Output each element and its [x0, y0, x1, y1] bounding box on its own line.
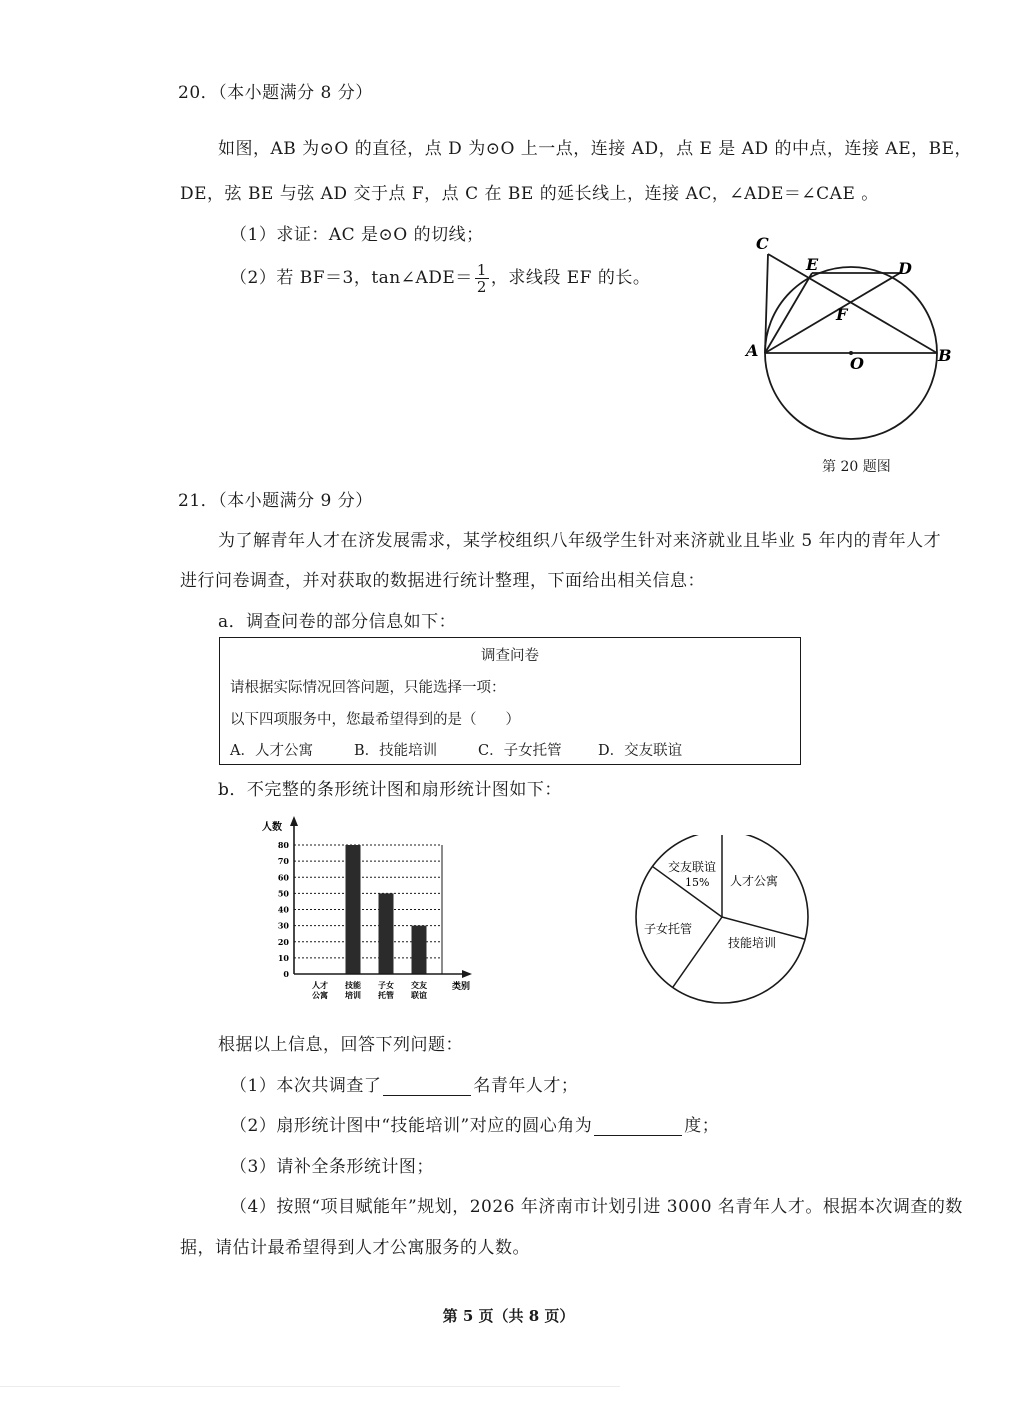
x-tick-label: 人才 — [312, 980, 328, 990]
y-tick-label: 30 — [277, 920, 289, 931]
q20-part2-suffix: ，求线段 EF 的长。 — [490, 268, 651, 288]
q21-part2 — [230, 1111, 719, 1136]
q21-part4-line2: 据，请估计最希望得到人才公寓服务的人数。 — [180, 1238, 530, 1258]
q21-part2-suffix: 度； — [684, 1116, 720, 1136]
label-e: E — [806, 255, 819, 274]
q20-part2-prefix: （2）若 BF＝3，tan∠ADE＝ — [230, 268, 473, 288]
label-d: D — [898, 259, 912, 278]
q21-part1-prefix: （1）本次共调查了 — [230, 1076, 382, 1096]
pie-chart — [630, 835, 810, 1005]
fraction-denominator: 2 — [476, 278, 487, 296]
answer-blank-1[interactable] — [383, 1077, 471, 1096]
x-tick-label: 托管 — [378, 990, 394, 1000]
pie-label-jineng: 技能培训 — [728, 936, 777, 950]
survey-box — [219, 637, 801, 765]
q21-header: 21．（本小题满分 9 分） — [178, 491, 373, 511]
q20-figure-caption: 第 20 题图 — [822, 459, 891, 475]
label-f: F — [836, 305, 848, 324]
bar — [346, 845, 361, 974]
q21-part4-line1: （4）按照“项目赋能年”规划，2026 年济南市计划引进 3000 名青年人才。根据本次调查的数 — [230, 1197, 963, 1217]
q21-part3: （3）请补全条形统计图； — [230, 1157, 434, 1177]
survey-option-d: D．交友联谊 — [598, 743, 683, 759]
y-tick-label: 20 — [277, 936, 289, 947]
q20-part1: （1）求证：AC 是⊙O 的切线； — [230, 225, 484, 245]
fraction-numerator: 1 — [476, 261, 487, 279]
q20-part2 — [230, 262, 650, 295]
q21-intro2: 进行问卷调查，并对获取的数据进行统计整理，下面给出相关信息： — [180, 571, 705, 591]
q20-geometry-figure — [740, 228, 970, 458]
q21-prompt: 根据以上信息，回答下列问题： — [218, 1035, 463, 1055]
q20-line1: 如图，AB 为⊙O 的直径，点 D 为⊙O 上一点，连接 AD，点 E 是 AD 的中点，连接 AE，BE， — [218, 139, 973, 159]
q21-intro1: 为了解青年人才在济发展需求，某学校组织八年级学生针对来济就业且毕业 5 年内的青年人才 — [218, 531, 942, 551]
y-axis-label: 人数 — [262, 822, 282, 833]
label-o: O — [850, 354, 864, 373]
x-tick-label: 联谊 — [411, 990, 427, 1000]
label-a: A — [746, 341, 759, 360]
pie-label-zinv: 子女托管 — [644, 922, 693, 936]
x-tick-label: 子女 — [378, 980, 394, 990]
pie-label-jiaoyou: 交友联谊 — [668, 860, 717, 874]
y-axis-arrow — [290, 816, 298, 826]
bar-chart — [250, 812, 480, 1007]
fraction — [475, 262, 489, 295]
bar — [412, 926, 427, 974]
segment-ad — [765, 273, 900, 353]
pie-label-rencai: 人才公寓 — [730, 874, 779, 888]
x-tick-label: 培训 — [345, 990, 361, 1000]
survey-option-c: C．子女托管 — [478, 743, 562, 759]
y-tick-label: 60 — [277, 872, 289, 883]
survey-option-b: B．技能培训 — [354, 743, 438, 759]
y-tick-label: 40 — [277, 904, 289, 915]
survey-title: 调查问卷 — [481, 648, 539, 664]
scan-edge-line — [0, 1386, 620, 1387]
x-tick-label: 公寓 — [312, 990, 328, 1000]
q21-a-label: a．调查问卷的部分信息如下： — [218, 612, 457, 632]
x-axis-label: 类别 — [452, 982, 471, 992]
q20-header: 20．（本小题满分 8 分） — [178, 83, 373, 103]
page-footer: 第 5 页（共 8 页） — [442, 1307, 575, 1325]
q20-line2: DE，弦 BE 与弦 AD 交于点 F，点 C 在 BE 的延长线上，连接 AC，∠ADE＝∠CAE 。 — [180, 184, 879, 204]
x-axis-arrow — [462, 970, 472, 978]
q21-part1-suffix: 名青年人才； — [473, 1076, 579, 1096]
pie-annotation-jiaoyou: 15% — [685, 876, 710, 889]
x-tick-label: 技能 — [345, 980, 361, 990]
survey-line2: 以下四项服务中，您最希望得到的是（ ） — [230, 712, 520, 728]
y-tick-label: 50 — [277, 888, 289, 899]
y-tick-label: 80 — [277, 840, 289, 850]
segment-ae — [765, 273, 812, 353]
answer-blank-2[interactable] — [594, 1117, 682, 1136]
y-tick-label: 10 — [277, 952, 289, 963]
label-b: B — [938, 346, 952, 365]
x-tick-label: 交友 — [411, 980, 427, 990]
label-c: C — [756, 234, 769, 253]
pie-slice-boundary — [652, 866, 722, 917]
pie-slices — [652, 835, 805, 987]
survey-option-a: A．人才公寓 — [230, 743, 313, 759]
q21-part2-prefix: （2）扇形统计图中“技能培训”对应的圆心角为 — [230, 1116, 593, 1136]
y-tick-label: 0 — [283, 969, 289, 979]
y-tick-label: 70 — [277, 856, 289, 867]
survey-line1: 请根据实际情况回答问题，只能选择一项： — [230, 680, 506, 696]
bar — [379, 893, 394, 974]
q21-part1 — [230, 1071, 578, 1096]
q21-b-label: b．不完整的条形统计图和扇形统计图如下： — [218, 780, 562, 800]
